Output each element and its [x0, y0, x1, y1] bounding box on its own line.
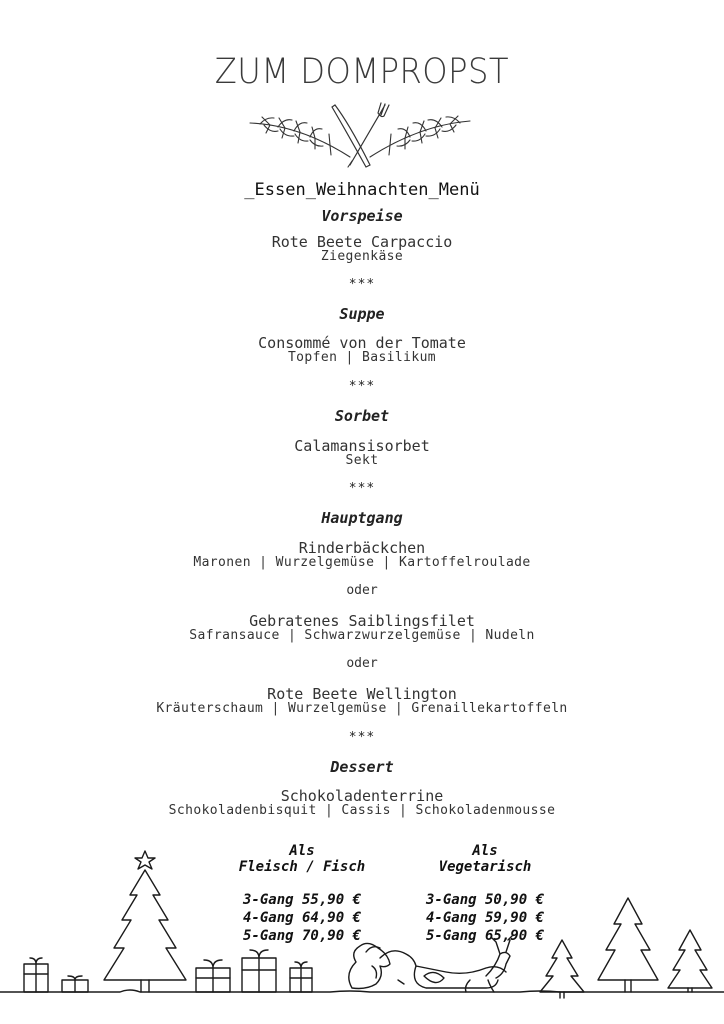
course-hauptgang: Hauptgang	[321, 509, 403, 527]
course-sorbet: Sorbet	[334, 407, 390, 425]
oder-label: oder	[346, 583, 378, 598]
side-hauptgang-1: Maronen | Wurzelgemüse | Kartoffelroulade	[193, 555, 531, 570]
price-heading-vegetarisch: Vegetarisch	[438, 859, 532, 875]
side-hauptgang-2: Safransauce | Schwarzwurzelgemüse | Nudeln	[189, 628, 535, 643]
price-heading-als: Als	[472, 843, 498, 859]
price-4-gang: 4-Gang 59,90 €	[425, 910, 544, 926]
course-vorspeise: Vorspeise	[321, 207, 403, 225]
dish-sorbet: Calamansisorbet	[294, 437, 430, 455]
price-5-gang: 5-Gang 70,90 €	[242, 928, 361, 944]
separator: ***	[348, 481, 376, 496]
restaurant-name-text: ZUM DOMPROPST	[214, 52, 510, 92]
side-suppe: Topfen | Basilikum	[287, 350, 437, 365]
separator: ***	[348, 379, 376, 394]
price-heading-als: Als	[289, 843, 315, 859]
price-3-gang: 3-Gang 55,90 €	[242, 892, 361, 908]
separator: ***	[348, 277, 376, 292]
menu-title: _Essen_Weihnachten_Menü	[244, 180, 480, 200]
side-sorbet: Sekt	[345, 453, 379, 468]
dish-suppe: Consommé von der Tomate	[258, 334, 466, 352]
oder-label: oder	[346, 656, 378, 671]
dish-dessert: Schokoladenterrine	[280, 787, 444, 805]
price-4-gang: 4-Gang 64,90 €	[242, 910, 361, 926]
dish-hauptgang-2: Gebratenes Saiblingsfilet	[249, 612, 475, 630]
price-heading-fleisch: Fleisch / Fisch	[238, 859, 366, 875]
restaurant-name	[0, 52, 724, 92]
course-suppe: Suppe	[339, 305, 385, 323]
dish-vorspeise: Rote Beete Carpaccio	[271, 233, 453, 251]
price-5-gang: 5-Gang 65,90 €	[425, 928, 544, 944]
separator: ***	[348, 730, 376, 745]
dish-hauptgang-1: Rinderbäckchen	[298, 539, 426, 557]
price-column-vegetarisch	[395, 843, 575, 945]
side-dessert: Schokoladenbisquit | Cassis | Schokoladenmousse	[168, 803, 556, 818]
side-hauptgang-3: Kräuterschaum | Wurzelgemüse | Grenaillekartoffeln	[156, 701, 568, 716]
wreath-cutlery-icon	[240, 95, 480, 175]
price-column-fleisch	[212, 843, 392, 945]
price-3-gang: 3-Gang 50,90 €	[425, 892, 544, 908]
dish-hauptgang-3: Rote Beete Wellington	[267, 685, 457, 703]
side-vorspeise: Ziegenkäse	[320, 249, 404, 264]
course-dessert: Dessert	[330, 758, 394, 776]
